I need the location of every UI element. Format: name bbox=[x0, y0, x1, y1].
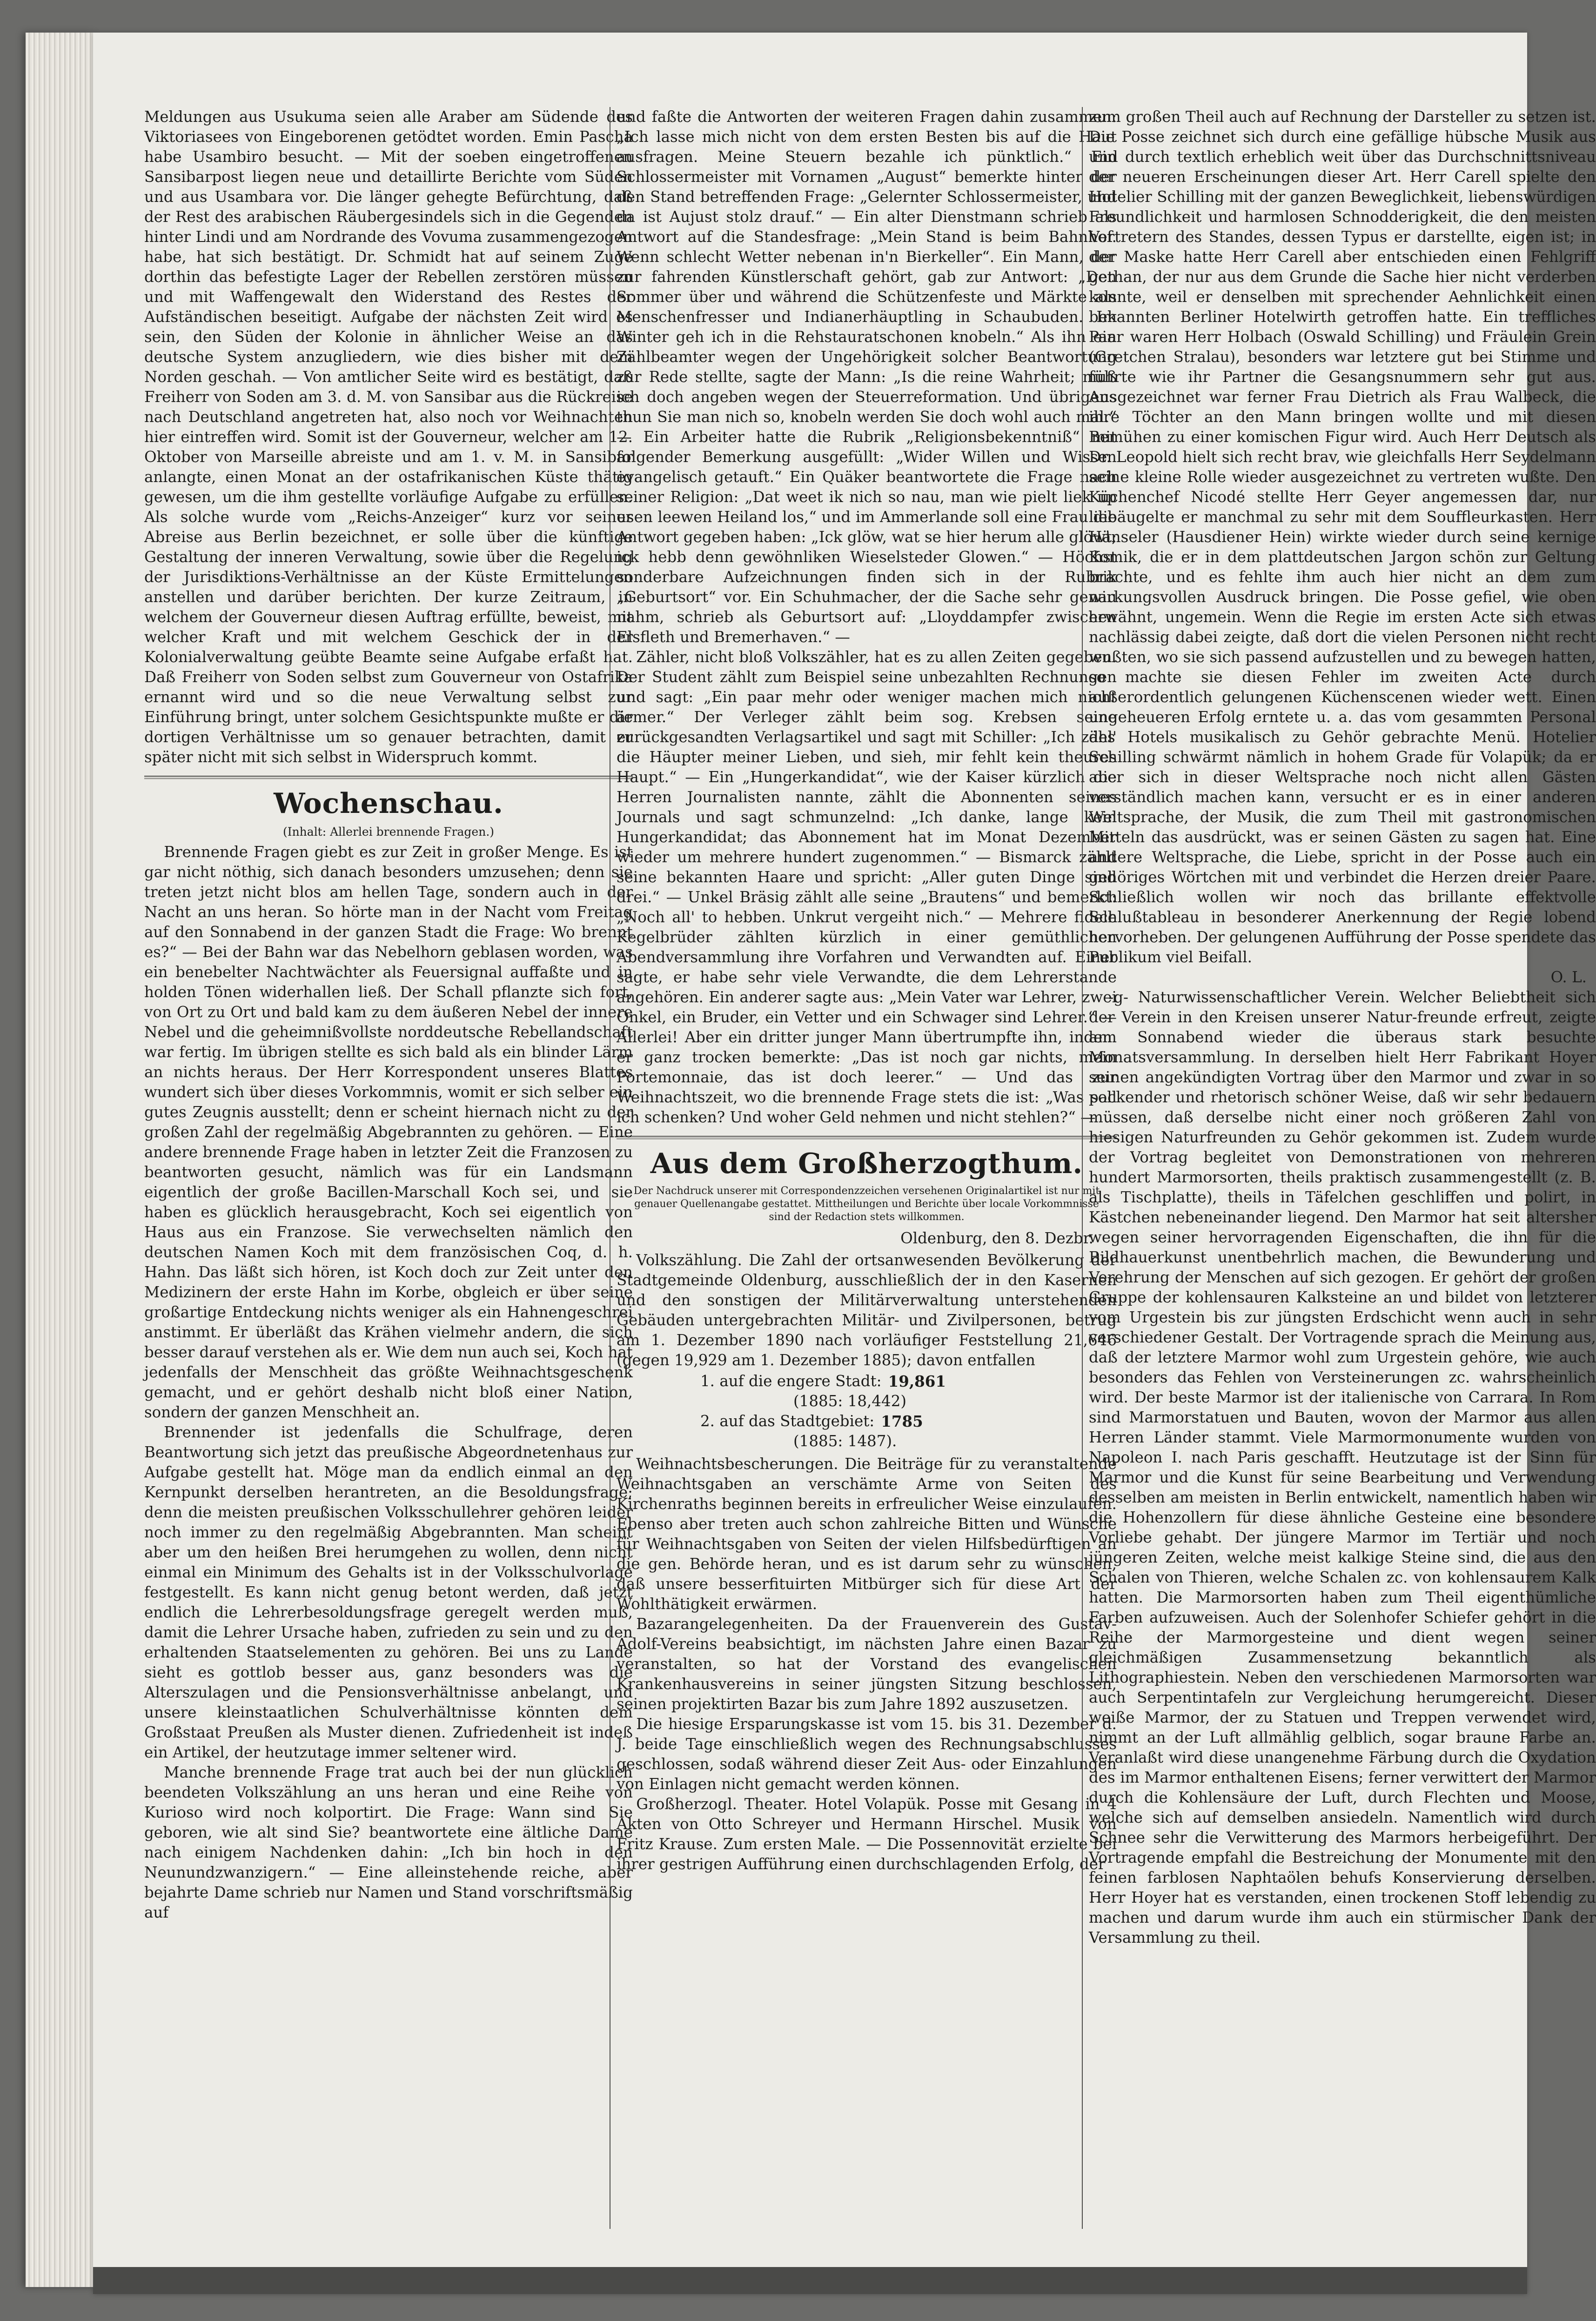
stats-value: 1785 bbox=[881, 1412, 923, 1430]
section-divider bbox=[617, 1136, 1117, 1139]
news-volkszaehlung: Volkszählung. Die Zahl der ortsanwesenden Bevölkerung der Stadtgemeinde Oldenburg, ausschließlich der in den Kasernen und den sonstigen der Militärverwaltung unterstehenden Gebäuden untergebrachten Militär- und Zivilpersonen, betrug am 1. Dezember 1890 nach vorläufiger Feststellung 21,646 (gegen 19,929 am 1. Dezember 1885); davon entfallen bbox=[617, 1251, 1117, 1369]
newspaper-page bbox=[93, 33, 1596, 2294]
wochenschau-paragraph: Zähler, nicht bloß Volkszähler, hat es zu allen Zeiten gegeben. Der Student zählt zum Beispiel seine unbezahlten Rechnungen und sagt: „Ein paar mehr oder weniger machen mich nicht ärmer.“ Der Verleger zählt beim sog. Krebsen seine zurückgesandten Verlagsartikel und sagt mit Schiller: „Ich zähl' die Häupter meiner Lieben, und sieh, mir fehlt kein theures Haupt.“ — Ein „Hungerkandidat“, wie der Kaiser kürzlich die Herren Journalisten nannte, zählt die Abonnenten seines Journals und sagt schmunzelnd: „Ich danke, lange kein Hungerkandidat; das Abonnement hat im Monat Dezember wieder um mehrere hundert zugenommen.“ — Bismarck zählt seine bekannten Haare und spricht: „Aller guten Dinge sind drei.“ — Unkel Bräsig zählt alle seine „Brautens“ und bemerkt: „Noch all' to hebben. Unkrut vergeiht nich.“ — Mehrere fidele Kegelbrüder zählten kürzlich in einer gemüthlichen Abendversammlung ihre Vorfahren und Verwandten auf. Einer sagte, er habe sehr viele Verwandte, die dem Lehrerstande angehören. Ein anderer sagte aus: „Mein Vater war Lehrer, zwei Onkel, ein Bruder, ein Vetter und ein Schwager sind Lehrer.“ — Allerlei! Aber ein dritter junger Mann übertrumpfte ihn, indem er ganz trocken bemerkte: „Das ist noch gar nichts, mein Portemonnaie, das ist doch leerer.“ — Und das zur Weihnachtszeit, wo die brennende Frage stets die ist: „Was soll ich schenken? Und woher Geld nehmen und nicht stehlen?“ — bbox=[617, 648, 1117, 1126]
column-2 bbox=[617, 107, 1117, 2238]
stats-value: 19,861 bbox=[888, 1372, 946, 1390]
wochenschau-paragraph: Brennender ist jedenfalls die Schulfrage, deren Beantwortung sich jetzt das preußische Abgeordnetenhaus zur Aufgabe gestellt hat. Möge man da endlich einmal an den Kernpunkt derselben herantreten, an die Besoldungsfrage; denn die meisten preußischen Volksschullehrer gehören leider noch immer zu den regelmäßig Abgebrannten. Man scheint aber um den heißen Brei herumgehen zu wollen, denn nicht einmal ein Minimum des Gehalts ist in der Volksschulvorlage festgestellt. Es kann nicht genug betont werden, daß jetzt endlich die Lehrerbesoldungsfrage geregelt werden muß, damit die Lehrer Ursache haben, zufrieden zu sein und zu den erhaltenden Staatselementen zu gehören. Bei uns zu Lande sieht es gottlob besser aus, ganz besonders was die Alterszulagen und die Pensionsverhältnisse anbelangt, und unsere kleinstaatlichen Schulverhältnisse könnten dem Großstaat Preußen als Muster dienen. Zufriedenheit ist indeß ein Artikel, der heutzutage immer seltener wird. bbox=[144, 1423, 633, 1761]
page-stack-edge bbox=[26, 33, 95, 2287]
news-theater: Großherzogl. Theater. Hotel Volapük. Posse mit Gesang in 4 Akten von Otto Schreyer und Hermann Hirschel. Musik von Fritz Krause. Zum ersten Male. — Die Possennovität erzielte bei ihrer gestrigen Aufführung einen durchschlagenden Erfolg, der bbox=[617, 1795, 1117, 1873]
population-stats bbox=[617, 1371, 1117, 1451]
author-signature: O. L. bbox=[1550, 968, 1587, 986]
column-rule bbox=[1082, 107, 1083, 2229]
news-weihnachtsbescherungen: Weihnachtsbescherungen. Die Beiträge für zu veranstaltende Weihnachtsgaben an verschämte Arme von Seiten des Kirchenraths beginnen bereits in erfreulicher Weise einzulaufen. Ebenso aber treten auch schon zahlreiche Bitten und Wünsche für Weihnachtsgaben von Seiten der vielen Hilfsbedürftigen an die gen. Behörde heran, und es ist darum sehr zu wünschen, daß unsere besserfituirten Mitbürger sich für diese Art der Wohlthätigkeit erwärmen. bbox=[617, 1455, 1117, 1613]
stats-previous-value: (1885: 1487). bbox=[793, 1432, 897, 1450]
scan-bottom-edge bbox=[93, 2267, 1527, 2294]
news-ersparungskasse: Die hiesige Ersparungskasse ist vom 15. bis 31. Dezember d. J. beide Tage einschließlich wegen des Rechnungsabschlusses geschlossen, sodaß während dieser Zeit Aus- oder Einzahlungen von Einlagen nicht gemacht werden können. bbox=[617, 1715, 1117, 1793]
article-east-africa: Meldungen aus Usukuma seien alle Araber am Südende des Viktoriasees von Eingeborenen getödtet worden. Emin Pascha habe Usambiro besucht. — Mit der soeben eingetroffenen Sansibarpost liegen neue und detaillirte Berichte vom Süden und aus Usambara vor. Die länger gehegte Befürchtung, daß der Rest des arabischen Räubergesindels sich in die Gegenden hinter Lindi und am Nordrande des Vovuma zusammengezogen habe, hat sich bestätigt. Dr. Schmidt hat auf seinem Zuge dorthin das befestigte Lager der Rebellen zerstören müssen und mit Waffengewalt den Widerstand des Restes der Aufständischen beseitigt. Aufgabe der nächsten Zeit wird es sein, den Süden der Kolonie in ähnlicher Weise an das deutsche System anzugliedern, wie dies bisher mit dem Norden geschah. — Von amtlicher Seite wird es bestätigt, daß Freiherr von Soden am 3. d. M. von Sansibar aus die Rückreise nach Deutschland angetreten hat, also noch vor Weihnachten hier eintreffen wird. Somit ist der Gouverneur, welcher am 12. Oktober von Marseille abreiste und am 1. v. M. in Sansibar anlangte, einen Monat an der ostafrikanischen Küste thätig gewesen, um die ihm gestellte vorläufige Aufgabe zu erfüllen. Als solche wurde vom „Reichs-Anzeiger“ kurz vor seiner Abreise aus Berlin bezeichnet, er solle über die künftige Gestaltung der inneren Verwaltung, sowie über die Regelung der Jurisdiktions-Verhältnisse an der Küste Ermittelungen anstellen und darüber berichten. Der kurze Zeitraum, in welchem der Gouverneur diesen Auftrag erfüllte, beweist, mit welcher Kraft und mit welchem Geschick der in der Kolonialverwaltung geübte Beamte seine Aufgabe erfaßt hat. Daß Freiherr von Soden selbst zum Gouverneur von Ostafrika ernannt wird und so die neue Verwaltung selbst zur Einführung bringt, unter solchem Gesichtspunkte mußte er die dortigen Verhältnisse um so genauer betrachten, damit er später nicht mit sich selbst in Widerspruch kommt. bbox=[144, 108, 633, 766]
reprint-notice: Der Nachdruck unserer mit Correspondenzzeichen versehenen Originalartikel ist nur mit genauer Quellenangabe gestattet. Mittheilungen und Berichte über locale Vorkommnisse sind der Redaction stets willkommen. bbox=[633, 1185, 1100, 1223]
wochenschau-subtitle: (Inhalt: Allerlei brennende Fragen.) bbox=[282, 825, 495, 839]
column-1 bbox=[144, 107, 633, 2238]
wochenschau-paragraph: Brennende Fragen giebt es zur Zeit in großer Menge. Es ist gar nicht nöthig, sich danach besonders umzusehen; denn sie treten jetzt nicht blos am hellen Tage, sondern auch in der Nacht an uns heran. So hörte man in der Nacht vom Freitag auf den Sonnabend in der ganzen Stadt die Frage: Wo brennt es?“ — Bei der Bahn war das Nebelhorn geblasen worden, was ein benebelter Nachtwächter als Feuersignal auffaßte und in holden Tönen widerhallen ließ. Der Schall pflanzte sich fort, von Ort zu Ort und bald kam zu dem äußeren Nebel der innere Nebel und die geheimnißvollste norddeutsche Rebellandschaft war fertig. Im übrigen stellte es sich bald als ein blinder Lärm an nichts heraus. Der Herr Korrespondent unseres Blattes wundert sich über dieses Vorkommnis, womit er sich selber ein gutes Zeugnis ausstellt; denn er scheint hiernach nicht zu der großen Zahl der regelmäßig Abgebrannten zu gehören. — Eine andere brennende Frage haben in letzter Zeit die Franzosen zu beantworten gesucht, nämlich was für ein Landsmann eigentlich der große Bacillen-Marschall Koch sei, und sie haben es glücklich herausgebracht, Koch sei eigentlich von Haus aus ein Franzose. Sie verwechselten nämlich den deutschen Namen Koch mit dem französischen Coq, d. h. Hahn. Das läßt sich hören, ist Koch doch zur Zeit unter den Medizinern der erste Hahn im Korbe, obgleich er über seine großartige Entdeckung nichts weniger als ein Hahnengeschrei anstimmt. Er überläßt das Krähen vielmehr andern, die sich besser darauf verstehen als er. Wie dem nun auch sei, Koch hat jedenfalls der Menschheit das größte Weihnachtsgeschenk gemacht, und er gehört deshalb nicht bloß einer Nation, sondern der ganzen Menschheit an. bbox=[144, 843, 633, 1421]
stats-row bbox=[617, 1371, 1117, 1391]
wochenschau-continued: und faßte die Antworten der weiteren Fragen dahin zusammen: „Ich lasse mich nicht von dem ersten Besten bis auf die Haut ausfragen. Meine Steuern bezahle ich pünktlich.“ Ein Schlossermeister mit Vornamen „August“ bemerkte hinter der den Stand betreffenden Frage: „Gelernter Schlossermeister, und da ist Aujust stolz drauf.“ — Ein alter Dienstmann schrieb als Antwort auf die Standesfrage: „Mein Stand is beim Bahnhof. Wenn schlecht Wetter nebenan in'n Bierkeller“. Ein Mann, der zur fahrenden Künstlerschaft gehört, gab zur Antwort: „Den Sommer über und während die Schützenfeste und Märkte als Menschenfresser und Indianerhäuptling in Schaubuden. Im Winter geh ich in die Rehstauratschonen knobeln.“ Als ihn ein Zählbeamter wegen der Ungehörigkeit solcher Beantwortung zur Rede stellte, sagte der Mann: „Is die reine Wahrheit; muß ich doch angeben wegen der Steuerreformation. Und übrigens thun Sie man nich so, knobeln werden Sie doch wohl auch mal.“ — Ein Arbeiter hatte die Rubrik „Religionsbekenntniß“ mit folgender Bemerkung ausgefüllt: „Wider Willen und Wissen evangelisch getauft.“ Ein Quäker beantwortete die Frage nach seiner Religion: „Dat weet ik nich so nau, man wie pielt liek up usen leewen Heiland los,“ und im Ammerlande soll eine Frau die Antwort gegeben haben: „Ick glöw, wat se hier herum alle glöwt; ick hebb denn gewöhnliken Wieselsteder Glowen.“ — Höchst sonderbare Aufzeichnungen finden sich in der Rubrik „Geburtsort“ vor. Ein Schuhmacher, der die Sache sehr genau nahm, schrieb als Geburtsort auf: „Lloyddampfer zwischen Elsfleth und Bremerhaven.“ — bbox=[617, 108, 1117, 646]
stats-label: 2. auf das Stadtgebiet: bbox=[700, 1412, 875, 1430]
wochenschau-paragraph: Manche brennende Frage trat auch bei der nun glücklich beendeten Volkszählung an uns heran und eine Reihe von Kurioso wird noch kolportirt. Die Frage: Wann sind Sie geboren, wie alt sind Sie? beantwortete eine ältliche Dame nach einigem Nachdenken dahin: „Ich bin hoch in den Neunundzwanzigern.“ — Eine alleinstehende reiche, aber bejahrte Dame schrieb nur Namen und Stand vorschriftsmäßig auf bbox=[144, 1764, 633, 1921]
stats-previous bbox=[617, 1431, 1117, 1451]
dateline: Oldenburg, den 8. Dezbr. bbox=[900, 1229, 1093, 1247]
grossherzogthum-title: Aus dem Großherzogthum. bbox=[650, 1147, 1083, 1180]
news-naturwissenschaftlicher-verein: -g- Naturwissenschaftlicher Verein. Welcher Beliebtheit sich der Verein in den Kreisen unserer Natur-freunde erfreut, zeigte am Sonnabend wieder die überaus stark besuchte Monatsversammlung. In derselben hielt Herr Fabrikant Hoyer seinen angekündigten Vortrag über den Marmor und zwar in so packender und rhetorisch schöner Weise, daß wir sehr bedauern müssen, daß derselbe nicht einer noch größeren Zahl von hiesigen Naturfreunden zu Gehör gekommen ist. Zudem wurde der Vortrag begleitet von Demonstrationen von mehreren hundert Marmorsorten, theils praktisch zusammengestellt (z. B. als Tischplatte), theils in Täfelchen geschliffen und polirt, in Kästchen nebeneinander liegend. Den Marmor hat seit altersher wegen seiner hervorragenden Eigenschaften, die ihn für die Bildhauerkunst unentbehrlich machen, die Bewunderung und Verehrung der Menschen auf sich gezogen. Er gehört der großen Gruppe der kohlensauren Kalksteine an und bildet von letzterer vom Urgestein bis zur jüngsten Erdschicht wenn auch in sehr verschiedener Gestalt. Der Vortragende sprach die Meinung aus, daß der letztere Marmor wohl zum Urgestein gehöre, wie auch besonders das Fehlen von Versteinerungen zc. wahrscheinlich wird. Der beste Marmor ist der italienische von Carrara. In Rom sind Marmorstatuen und Bauten, wovon der Marmor aus allen Herren Länder stammt. Viele Marmormonumente wurden von Napoleon I. nach Paris geschafft. Heutzutage ist der Sinn für Marmor und die Kunst für seine Bearbeitung und Verwendung desselben am meisten in Berlin entwickelt, namentlich haben wir die Hohenzollern für diese ähnliche Gesteine eine besondere Vorliebe gehabt. Der jüngere Marmor im Tertiär und noch jüngeren Zeiten, welche meist kalkige Steine sind, die aus den Schalen von Thieren, welche Schalen zc. von kohlensaurem Kalk hatten. Die Marmorsorten haben zum Theil eigenthümliche Farben aufzuweisen. Auch der Solenhofer Schiefer gehört in die Reihe der Marmorgesteine und dient wegen seiner gleichmäßigen Zusammensetzung bekanntlich als Lithographiestein. Neben den verschiedenen Marmorsorten war auch Serpentintafeln zur Vergleichung herumgereicht. Dieser weiße Marmor, der zu Statuen und Treppen verwendet wird, nimmt an der Luft allmählig gelblich, sogar braune Farbe an. Veranlaßt wird diese unangenehme Färbung durch die Oxydation des im Marmor enthaltenen Eisens; ferner verwittert der Marmor durch die Kohlensäure der Luft, durch Flechten und Moose, welche sich auf demselben ansiedeln. Namentlich wird durch Schnee sehr die Verwitterung des Marmors herbeigeführt. Der Vortragende empfahl die Bestreichung der Monumente mit den feinen farblosen Naphtaölen behufs Konservierung derselben. Herr Hoyer hat es verstanden, einen trockenen Stoff lebendig zu machen und darum wurde ihm auch ein stürmischer Dank der Versammlung zu theil. bbox=[1089, 988, 1596, 1946]
wochenschau-title: Wochenschau. bbox=[274, 787, 503, 820]
column-3 bbox=[1089, 107, 1596, 2238]
stats-label: 1. auf die engere Stadt: bbox=[700, 1372, 882, 1390]
stats-previous-value: (1885: 18,442) bbox=[793, 1392, 907, 1410]
stats-previous bbox=[617, 1391, 1117, 1411]
section-divider bbox=[144, 776, 633, 779]
theater-review-continued: zum großen Theil auch auf Rechnung der Darsteller zu setzen ist. Die Posse zeichnet sich durch eine gefällige hübsche Musik aus und durch textlich erheblich weit über das Durchschnittsniveau der neueren Erscheinungen dieser Art. Herr Carell spielte den Hotelier Schilling mit der ganzen Beweglichkeit, liebenswürdigen Freundlichkeit und harmlosen Schnodderigkeit, die den meisten Vertretern des Standes, dessen Typus er darstellte, eigen ist; in der Maske hatte Herr Carell aber entschieden einen Fehlgriff gethan, der nur aus dem Grunde die Sache hier nicht verderben konnte, weil er denselben mit sprechender Aehnlichkeit einen bekannten Berliner Hotelwirth getroffen hatte. Ein treffliches Paar waren Herr Holbach (Oswald Schilling) und Fräulein Grein (Gretchen Stralau), besonders war letztere gut bei Stimme und führte wie ihr Partner die Gesangsnummern sehr gut aus. Ausgezeichnet war ferner Frau Dietrich als Frau Walbeck, die ihre Töchter an den Mann bringen wollte und mit diesen Bemühen zu einer komischen Figur wird. Auch Herr Deutsch als Dr. Leopold hielt sich recht brav, wie gleichfalls Herr Seydelmann seine kleine Rolle wieder ausgezeichnet zu vertreten wußte. Den Küchenchef Nicodé stellte Herr Geyer angemessen dar, nur liebäugelte er manchmal zu sehr mit dem Souffleurkasten. Herr Hänseler (Hausdiener Hein) wirkte wieder durch seine kernige Komik, die er in dem plattdeutschen Jargon schön zur Geltung brachte, und es fehlte ihm auch hier nicht an dem zum wirkungsvollen Ausdruck bringen. Die Posse gefiel, wie oben erwähnt, ungemein. Wenn die Regie im ersten Acte sich etwas nachlässig dabei zeigte, daß dort die vielen Personen nicht recht wußten, wo sie sich passend aufzustellen und zu bewegen hatten, so machte sie diesen Fehler im zweiten Acte durch außerordentlich gelungenen Küchenscenen wieder wett. Einen ungeheueren Erfolg erntete u. a. das vom gesammten Personal des Hotels musikalisch zu Gehör gebrachte Menü. Hotelier Schilling schwärmt nämlich in hohem Grade für Volapük; da er aber sich in dieser Weltsprache noch nicht allen Gästen verständlich machen kann, versucht er es in einer anderen Weltsprache, der Musik, die zum Theil mit gastronomischen Mitteln das ausdrückt, was er seinen Gästen zu sagen hat. Eine andere Weltsprache, die Liebe, spricht in der Posse auch ein gehöriges Wörtchen mit und verbindet die Herzen dreier Paare. Schließlich wollen wir noch das brillante effektvolle Schlußtableau in besonderer Anerkennung der Regie lobend hervorheben. Der gelungenen Aufführung der Posse spendete das Publikum viel Beifall. bbox=[1089, 108, 1596, 966]
news-bazar: Bazarangelegenheiten. Da der Frauenverein des Gustav-Adolf-Vereins beabsichtigt, im nächsten Jahre einen Bazar zu veranstalten, so hat der Vorstand des evangelischen Krankenhausvereins in seiner jüngsten Sitzung beschlossen, seinen projektirten Bazar bis zum Jahre 1892 auszusetzen. bbox=[617, 1615, 1117, 1713]
stats-row bbox=[617, 1411, 1117, 1431]
